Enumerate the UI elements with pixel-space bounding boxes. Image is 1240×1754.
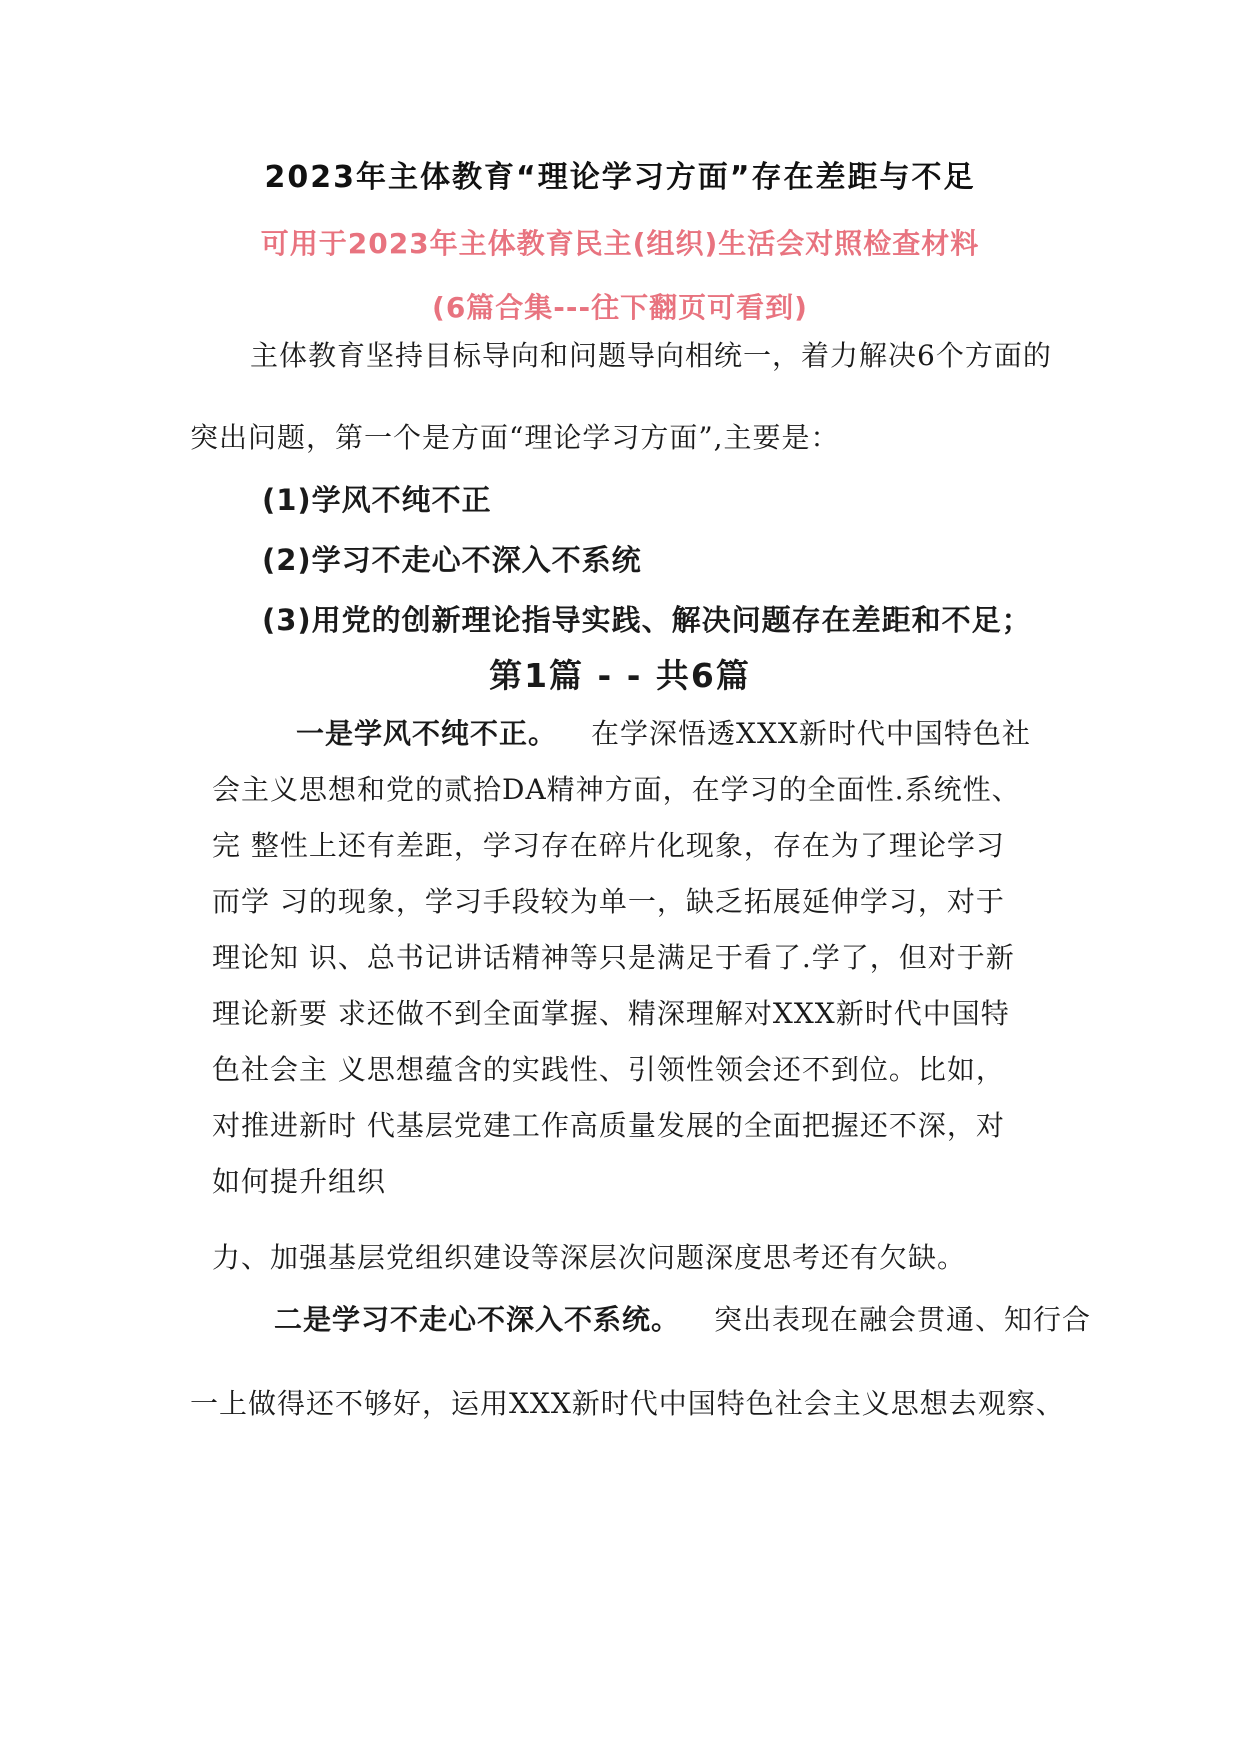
section2-lead: 二是学习不走心不深入不系统。 [274, 1303, 681, 1336]
section1-line: 完 整性上还有差距，学习存在碎片化现象，存在为了理论学习 [212, 829, 1005, 862]
section1-line: 理论知 识、总书记讲话精神等只是满足于看了.学了，但对于新 [212, 941, 1015, 974]
section1-line: 理论新要 求还做不到全面掌握、精深理解对XXX新时代中国特 [212, 997, 1010, 1030]
document-subtitle: 可用于2023年主体教育民主(组织)生活会对照检查材料 [260, 227, 980, 260]
section1-first-line [296, 712, 1031, 752]
document-title: 2023年主体教育“理论学习方面”存在差距与不足 [264, 160, 976, 195]
section1-line: 色社会主 义思想蕴含的实践性、引领性领会还不到位。比如， [212, 1053, 1005, 1086]
section1-lead: 一是学风不纯不正。 [296, 717, 558, 750]
section1-line: 对推进新时 代基层党建工作高质量发展的全面把握还不深，对 [212, 1109, 1005, 1142]
section1-first-line-text: 在学深悟透XXX新时代中国特色社 [591, 717, 1031, 750]
problem-item: (2)学习不走心不深入不系统 [262, 543, 642, 577]
section2-line: 一上做得还不够好，运用XXX新时代中国特色社会主义思想去观察、 [190, 1387, 1065, 1420]
problem-item: (3)用党的创新理论指导实践、解决问题存在差距和不足； [262, 603, 1032, 637]
intro-paragraph-line: 主体教育坚持目标导向和问题导向相统一，着力解决6个方面的 [250, 339, 1052, 372]
section1-line: 力、加强基层党组织建设等深层次问题深度思考还有欠缺。 [212, 1241, 967, 1274]
intro-paragraph-line: 突出问题，第一个是方面“理论学习方面”,主要是： [190, 421, 840, 454]
section2-first-line [274, 1298, 1091, 1338]
document-subtitle-note: (6篇合集---往下翻页可看到) [432, 291, 808, 324]
section1-line: 会主义思想和党的贰拾DA精神方面，在学习的全面性.系统性、 [212, 773, 1021, 806]
section2-first-line-text: 突出表现在融会贯通、知行合 [714, 1303, 1092, 1336]
section1-line: 而学 习的现象，学习手段较为单一，缺乏拓展延伸学习，对于 [212, 885, 1005, 918]
problem-item: (1)学风不纯不正 [262, 483, 492, 517]
section1-line: 如何提升组织 [212, 1165, 387, 1198]
chapter-heading: 第1篇 - - 共6篇 [489, 656, 751, 695]
